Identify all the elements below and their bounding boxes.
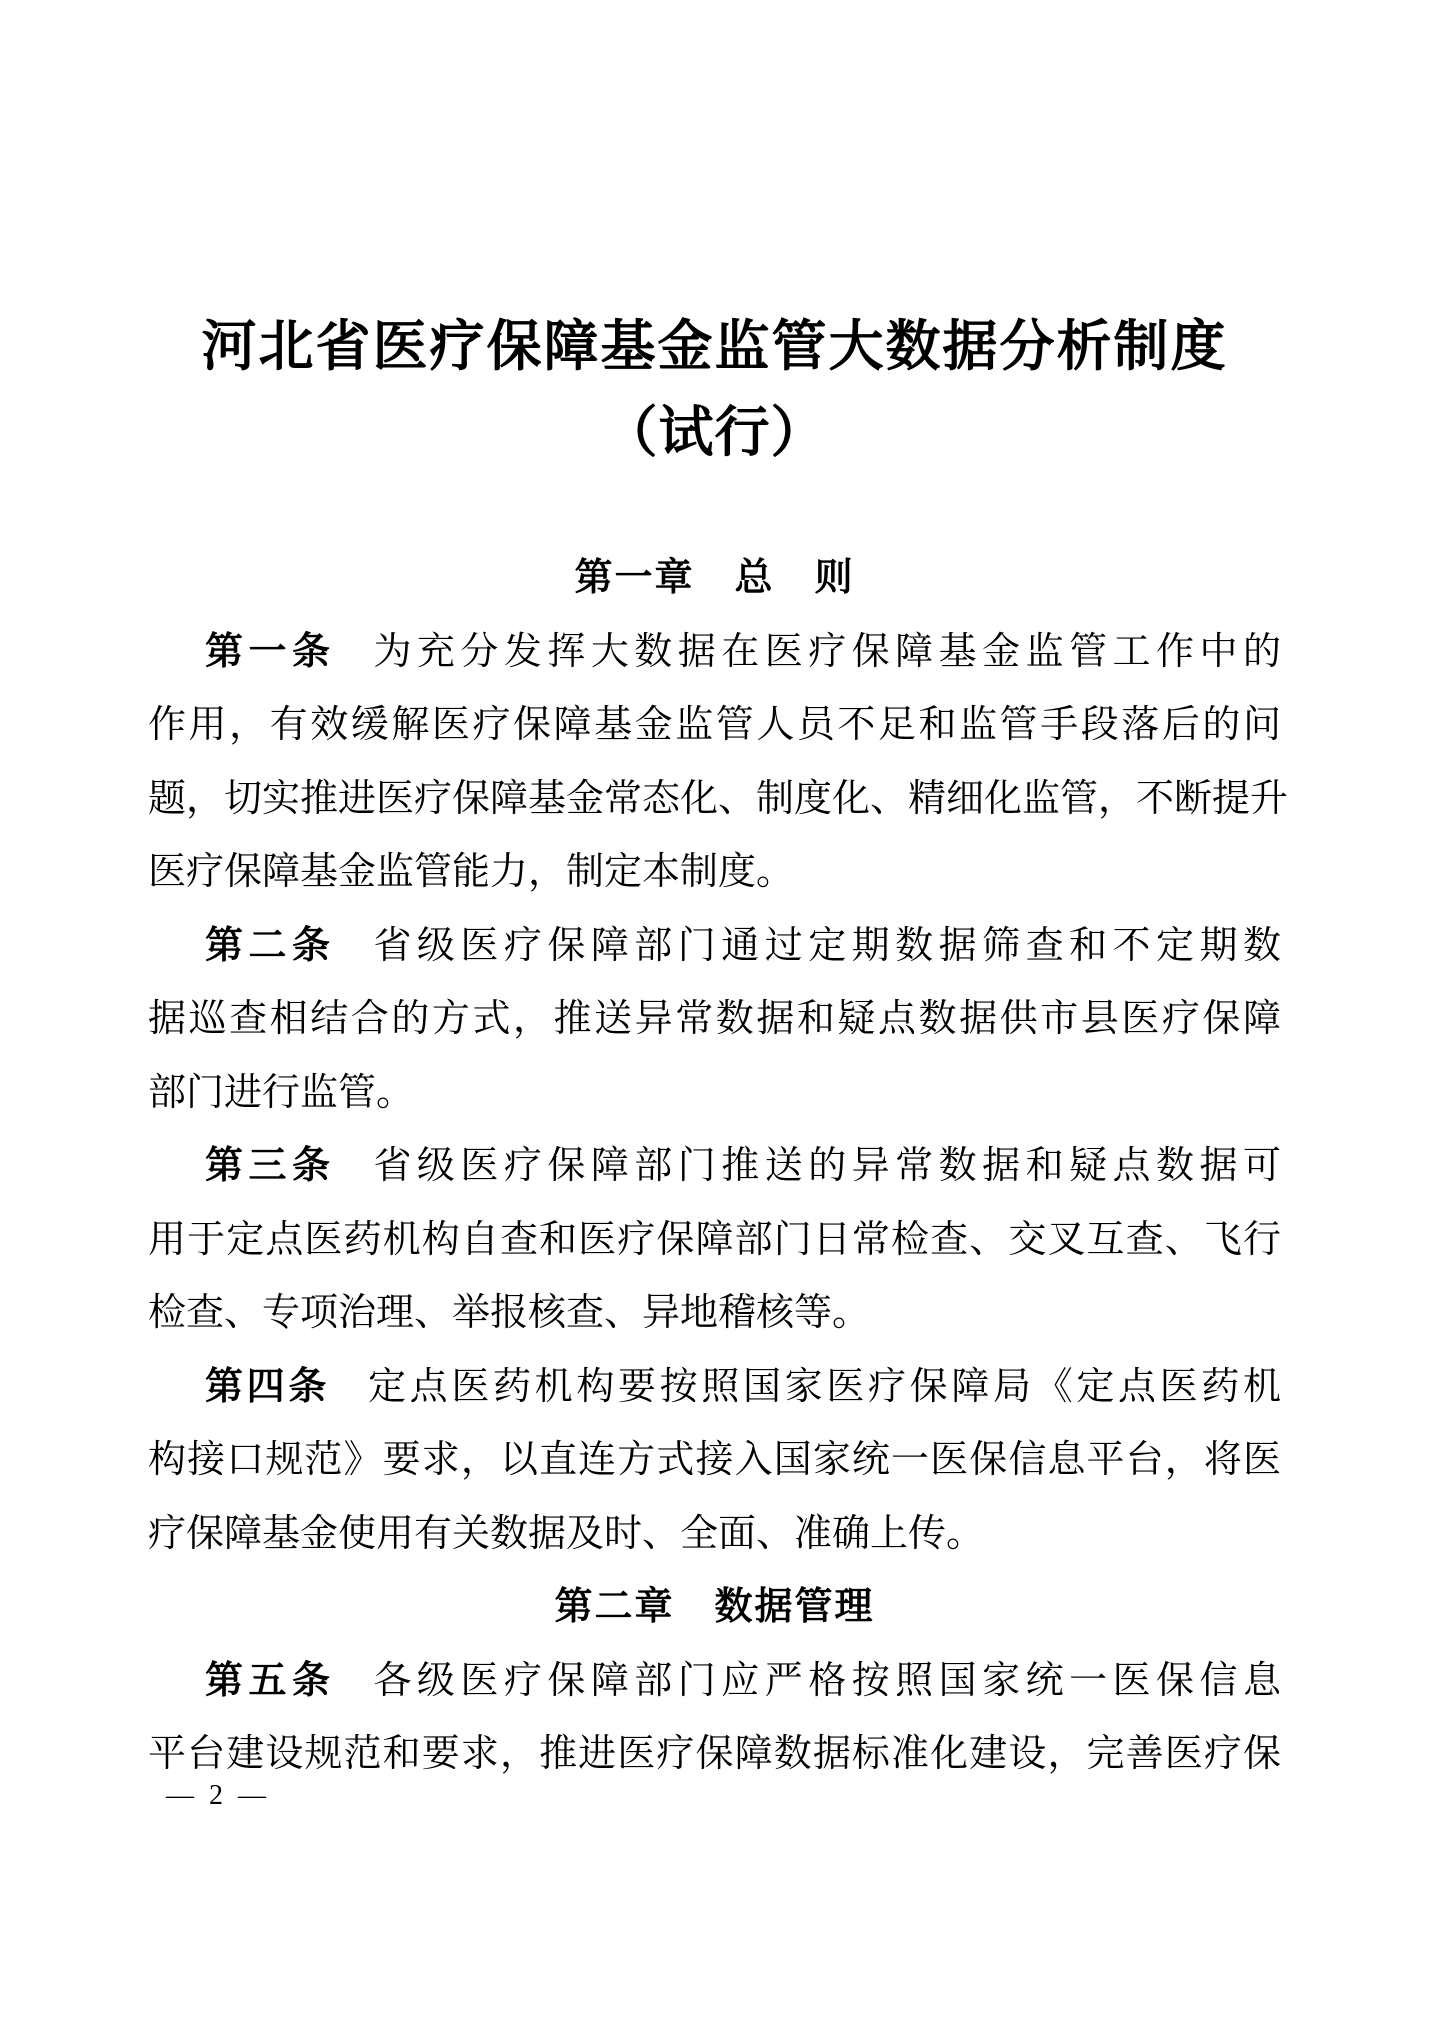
document-body [148,542,1289,1792]
page-number: — 2 — [166,1780,270,1811]
chapter-heading: 第二章 数据管理 [554,1586,875,1628]
body-line: 据巡查相结合的方式，推送异常数据和疑点数据供市县医疗保障 [148,998,1281,1040]
body-line: 作用，有效缓解医疗保障基金监管人员不足和监管手段落后的问 [148,704,1281,746]
article-number: 第三条 [205,1145,336,1187]
article-number: 第二条 [205,924,336,967]
body-line: 用于定点医药机构自查和医疗保障部门日常检查、交叉互查、飞行 [148,1218,1281,1261]
article-number: 第四条 [205,1365,330,1408]
body-line: 第五条 各级医疗保障部门应严格按照国家统一医保信息 [205,1659,1281,1702]
document-subtitle: （试行） [602,402,827,463]
body-line: 题，切实推进医疗保障基金常态化、制度化、精细化监管，不断提升 [148,777,1289,820]
body-line: 第二条 省级医疗保障部门通过定期数据筛查和不定期数 [205,924,1281,967]
body-line: 平台建设规范和要求，推进医疗保障数据标准化建设，完善医疗保 [148,1733,1281,1775]
body-line: 部门进行监管。 [148,1071,415,1114]
article-number: 第五条 [205,1659,336,1702]
body-line: 疗保障基金使用有关数据及时、全面、准确上传。 [148,1512,985,1555]
chapter-heading: 第一章 总 则 [574,557,855,599]
article-number: 第一条 [205,630,336,673]
body-line: 第四条 定点医药机构要按照国家医疗保障局《定点医药机 [205,1365,1281,1408]
document-title: 河北省医疗保障基金监管大数据分析制度 [201,316,1228,377]
body-line: 第一条 为充分发挥大数据在医疗保障基金监管工作中的 [205,630,1281,673]
body-line: 医疗保障基金监管能力，制定本制度。 [148,851,795,893]
body-line: 第三条 省级医疗保障部门推送的异常数据和疑点数据可 [205,1145,1281,1187]
body-line: 检查、专项治理、举报核查、异地稽核等。 [148,1292,871,1334]
body-line: 构接口规范》要求，以直连方式接入国家统一医保信息平台，将医 [148,1439,1281,1481]
